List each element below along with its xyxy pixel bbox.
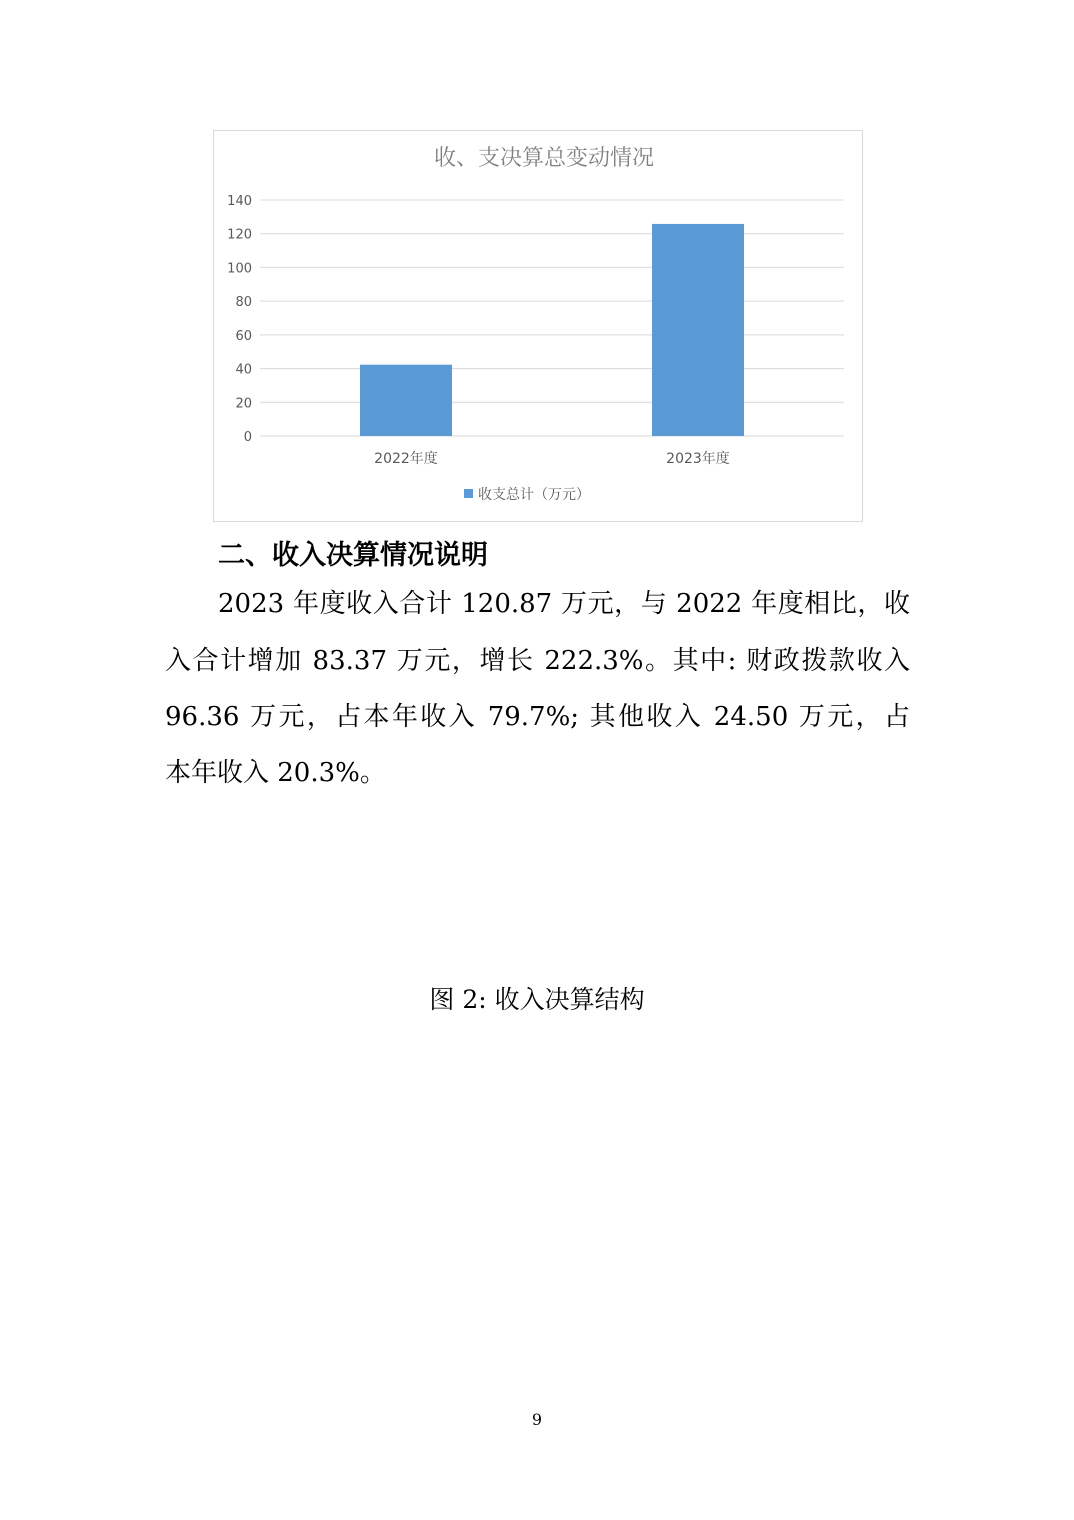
paragraph-line-3: 96.36 万元，占本年收入 79.7%; 其他收入 24.50 万元，占 — [165, 702, 910, 732]
bar-2023年度 — [652, 224, 744, 436]
bar-chart — [214, 131, 862, 521]
x-tick-label: 2022年度 — [374, 451, 438, 467]
y-tick-label: 60 — [235, 328, 252, 344]
y-tick-label: 100 — [227, 261, 252, 277]
y-tick-label: 20 — [235, 396, 252, 412]
legend-label: 收支总计（万元） — [478, 487, 590, 503]
chart-title: 收、支决算总变动情况 — [433, 146, 655, 171]
y-tick-label: 80 — [235, 295, 252, 311]
y-tick-label: 40 — [235, 362, 252, 378]
paragraph-line-1: 2023 年度收入合计 120.87 万元，与 2022 年度相比，收 — [218, 589, 910, 619]
y-tick-label: 140 — [227, 194, 252, 209]
y-tick-label: 120 — [227, 227, 252, 243]
page-number: 9 — [531, 1410, 543, 1429]
figure-caption: 图 2: 收入决算结构 — [429, 985, 645, 1014]
section-heading: 二、收入决算情况说明 — [218, 540, 488, 571]
chart-container — [213, 130, 863, 522]
paragraph-line-2: 入合计增加 83.37 万元，增长 222.3%。其中: 财政拨款收入 — [165, 646, 910, 676]
paragraph-line-4: 本年收入 20.3%。 — [165, 758, 386, 788]
legend-swatch — [464, 489, 473, 498]
x-tick-label: 2023年度 — [666, 451, 730, 467]
y-tick-label: 0 — [243, 430, 252, 445]
bar-2022年度 — [360, 365, 452, 436]
